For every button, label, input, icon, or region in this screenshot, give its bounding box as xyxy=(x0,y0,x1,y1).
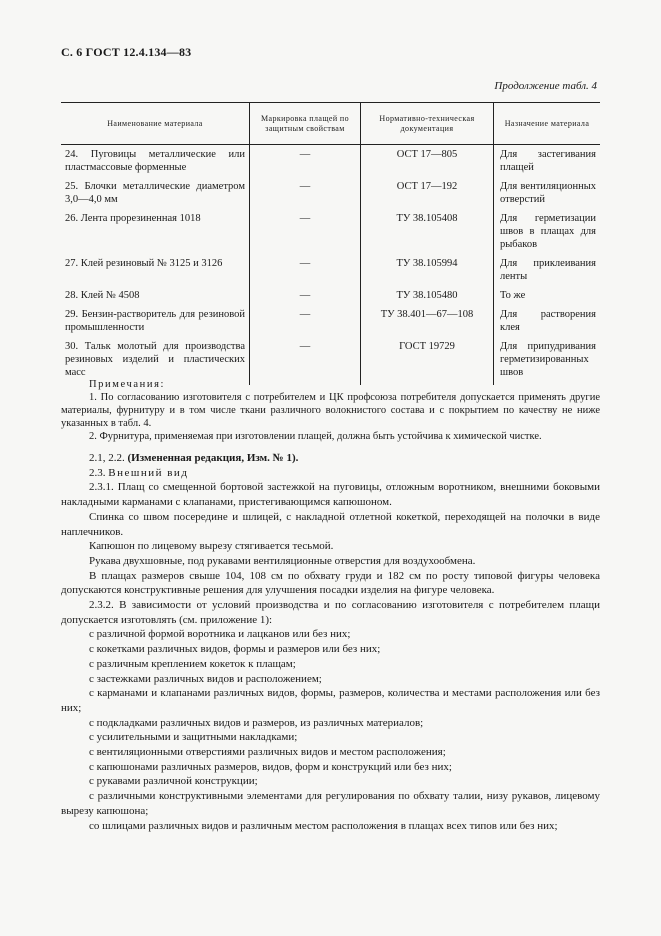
list-item: с капюшонами различных размеров, видов, форм и конструкций или без них; xyxy=(89,760,452,773)
cell-documentation: ОСТ 17—192 xyxy=(361,180,494,212)
cell-purpose: Для припудривания герметизированных швов xyxy=(494,340,601,385)
cell-marking: — xyxy=(250,145,361,181)
cell-material-name: 24. Пуговицы металлические или пластмассовые форменные xyxy=(65,149,245,173)
document-body xyxy=(61,451,600,833)
section-number: 2.3. xyxy=(89,466,109,479)
cell-documentation: ТУ 38.105480 xyxy=(361,289,494,308)
cell-purpose: Для герметизации швов в плащах для рыбаков xyxy=(494,212,601,257)
table-notes xyxy=(61,378,600,443)
cell-documentation: ТУ 38.401—67—108 xyxy=(361,308,494,340)
table-row xyxy=(61,289,600,308)
section-title: Внешний вид xyxy=(108,466,189,479)
paragraph: В плащах размеров свыше 104, 108 см по обхвату груди и 182 см по росту типовой фигуры человека допускаются конструктивные решения для улучшения посадки изделия на фигуре человека. xyxy=(61,569,600,597)
amendment-text: (Измененная редакция, Изм. № 1). xyxy=(127,452,299,464)
table-row xyxy=(61,257,600,289)
paragraph: Рукава двухшовные, под рукавами вентиляционные отверстия для воздухообмена. xyxy=(89,554,476,567)
cell-marking: — xyxy=(250,212,361,257)
table-continuation-label: Продолжение табл. 4 xyxy=(494,80,597,92)
section-heading xyxy=(61,466,600,481)
page-header: С. 6 ГОСТ 12.4.134—83 xyxy=(61,45,192,59)
cell-marking: — xyxy=(250,289,361,308)
table-row xyxy=(61,145,600,181)
paragraph: 2.3.1. Плащ со смещенной бортовой застежкой на пуговицы, отложным воротником, внешними боковыми накладными карманами с клапанами, пристегивающимся капюшоном. xyxy=(61,481,600,509)
cell-documentation: ТУ 38.105994 xyxy=(361,257,494,289)
cell-marking: — xyxy=(250,308,361,340)
table-row xyxy=(61,308,600,340)
cell-purpose: Для растворения клея xyxy=(494,308,601,340)
cell-documentation: ГОСТ 19729 xyxy=(361,340,494,385)
cell-marking: — xyxy=(250,340,361,385)
cell-material-name: 28. Клей № 4508 xyxy=(65,290,140,301)
list-item: со шлицами различных видов и различным местом расположения в плащах всех типов или без них; xyxy=(89,819,558,832)
table-row xyxy=(61,212,600,257)
list-item: с вентиляционными отверстиями различных видов и местом расположения; xyxy=(89,746,446,759)
amendment-note xyxy=(61,451,600,466)
cell-material-name: 29. Бензин-растворитель для резиновой промышленности xyxy=(65,309,245,333)
list-item: с различной формой воротника и лацканов или без них; xyxy=(89,628,351,641)
cell-material-name: 27. Клей резиновый № 3125 и 3126 xyxy=(65,258,223,269)
cell-material-name: 26. Лента прорезиненная 1018 xyxy=(65,213,201,224)
cell-documentation: ТУ 38.105408 xyxy=(361,212,494,257)
cell-purpose: Для застегивания плащей xyxy=(494,145,601,181)
list-item: с усилительными и защитными накладками; xyxy=(89,731,298,744)
materials-table xyxy=(61,102,600,385)
list-item: с рукавами различной конструкции; xyxy=(89,775,258,788)
cell-documentation: ОСТ 17—805 xyxy=(361,145,494,181)
list-item: с застежками различных видов и расположением; xyxy=(89,672,322,685)
note-item: 1. По согласованию изготовителя с потребителем и ЦК профсоюза потребителя допускается применять другие материалы, фурнитуру и в том числе ткани различного волокнистого состава и с покрытием по качеству не ниже указанных в табл. 4. xyxy=(61,392,600,429)
cell-purpose: То же xyxy=(494,289,601,308)
list-item: с подкладками различных видов и размеров, из различных материалов; xyxy=(89,716,424,729)
paragraph: Спинка со швом посередине и шлицей, с накладной отлетной кокеткой, переходящей на полочки в виде наплечников. xyxy=(61,510,600,538)
paragraph: Капюшон по лицевому вырезу стягивается тесьмой. xyxy=(89,540,334,553)
cell-material-name: 30. Тальк молотый для производства резиновых изделий и пластических масс xyxy=(65,341,245,378)
column-header-purpose: Назначение материала xyxy=(494,103,601,145)
amendment-prefix: 2.1, 2.2. xyxy=(89,452,128,464)
cell-marking: — xyxy=(250,257,361,289)
list-item: с кокетками различных видов, формы и размеров или без них; xyxy=(89,643,381,656)
note-item: 2. Фурнитура, применяемая при изготовлении плащей, должна быть устойчива к химической чистке. xyxy=(89,431,542,442)
column-header-documentation: Нормативно-техническая документация xyxy=(361,103,494,145)
column-header-name: Наименование материала xyxy=(61,103,250,145)
table-row xyxy=(61,180,600,212)
notes-heading: Примечания: xyxy=(89,379,166,390)
list-item: с карманами и клапанами различных видов, формы, размеров, количества и местами расположения или без них; xyxy=(61,687,600,714)
cell-purpose: Для приклеивания ленты xyxy=(494,257,601,289)
cell-material-name: 25. Блочки металлические диаметром 3,0—4,0 мм xyxy=(65,181,245,205)
paragraph: 2.3.2. В зависимости от условий производства и по согласованию изготовителя с потребителем плащи допускается изготовлять (см. приложение 1): xyxy=(61,599,600,626)
cell-purpose: Для вентиляционных отверстий xyxy=(494,180,601,212)
table-header-row xyxy=(61,103,600,145)
list-item: с различными конструктивными элементами для регулирования по обхвату талии, низу рукавов, лицевому вырезу капюшона; xyxy=(61,790,600,817)
list-item: с различным креплением кокеток к плащам; xyxy=(89,657,296,670)
column-header-marking: Маркировка плащей по защитным свойствам xyxy=(250,103,361,145)
cell-marking: — xyxy=(250,180,361,212)
